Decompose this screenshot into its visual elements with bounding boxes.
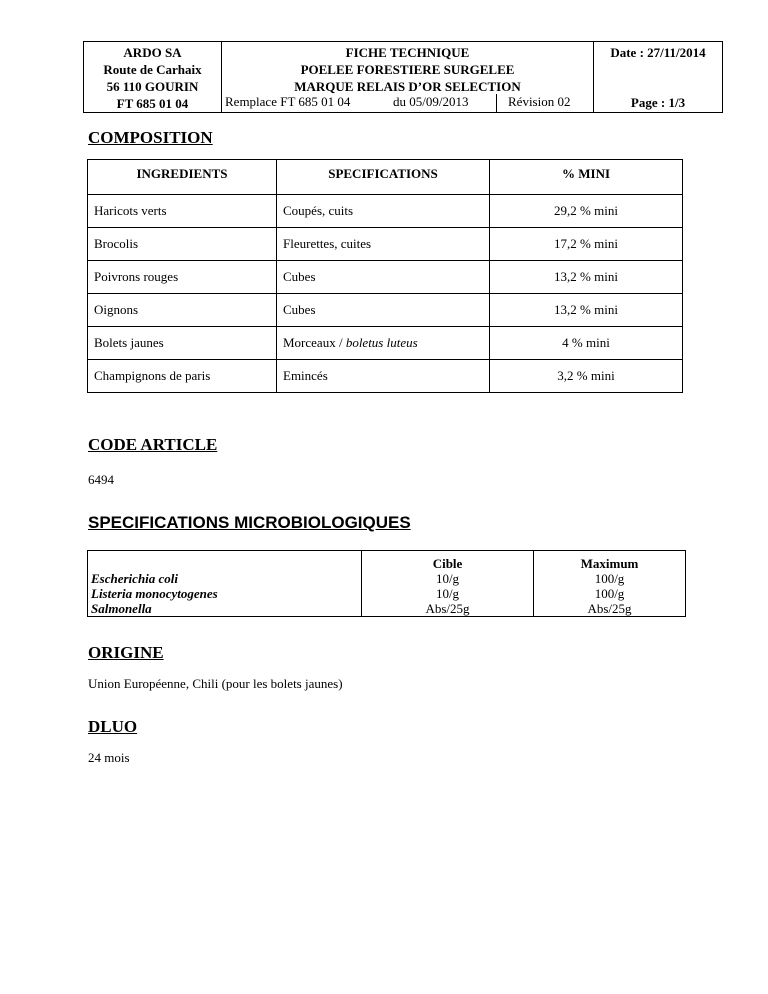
organism-cell [88,551,362,617]
maximum-header: Maximum [580,556,639,571]
target-value: 10/g [435,586,460,601]
organism-name: Escherichia coli [91,571,179,586]
ingredient-cell: Poivrons rouges [88,261,277,294]
brand-name: MARQUE RELAIS D’OR SELECTION [294,79,521,94]
maximum-cell [534,551,686,617]
revision-divider [496,94,497,113]
document-reference: FT 685 01 04 [116,96,189,111]
product-name: POELEE FORESTIERE SURGELEE [300,62,515,77]
column-header-min-percent: % MINI [490,160,683,195]
ingredient-cell: Oignons [88,294,277,327]
specification-cell: Emincés [277,360,490,393]
target-cell [362,551,534,617]
composition-title: COMPOSITION [88,128,213,147]
page-number: Page : 1/3 [630,95,686,110]
specification-cell: Fleurettes, cuites [277,228,490,261]
ingredient-cell: Bolets jaunes [88,327,277,360]
target-value: 10/g [435,571,460,586]
micro-specs-title: SPECIFICATIONS MICROBIOLOGIQUES [88,513,411,532]
table-row [88,261,683,294]
table-row [88,294,683,327]
target-value: Abs/25g [425,601,470,616]
min-percent-cell: 4 % mini [490,327,683,360]
ingredient-cell: Haricots verts [88,195,277,228]
composition-table [87,159,683,393]
dluo-value: 24 mois [88,750,130,765]
ingredient-cell: Champignons de paris [88,360,277,393]
specification-cell: Morceaux / boletus luteus [277,327,490,360]
table-row [88,195,683,228]
document-type: FICHE TECHNIQUE [345,45,470,60]
company-name: ARDO SA [123,45,182,60]
revision-number: Révision 02 [508,94,571,109]
organism-name: Salmonella [91,601,152,616]
specification-cell: Cubes [277,261,490,294]
micro-specs-table [87,550,686,617]
maximum-value: 100/g [594,586,625,601]
company-address: Route de Carhaix [103,62,202,77]
table-row [88,228,683,261]
origin-value: Union Européenne, Chili (pour les bolets jaunes) [88,676,343,691]
min-percent-cell: 3,2 % mini [490,360,683,393]
replaces-reference: Remplace FT 685 01 04 [225,94,351,109]
min-percent-cell: 29,2 % mini [490,195,683,228]
maximum-value: Abs/25g [587,601,632,616]
header-date-block [593,41,723,113]
table-row [88,551,686,617]
code-article-value: 6494 [88,472,114,487]
dluo-title: DLUO [88,717,138,736]
table-row [88,327,683,360]
target-header: Cible [432,556,463,571]
min-percent-cell: 17,2 % mini [490,228,683,261]
company-city: 56 110 GOURIN [106,79,199,94]
header-company-block [83,41,222,113]
code-article-title: CODE ARTICLE [88,435,218,454]
origin-title: ORIGINE [88,643,164,662]
specification-cell: Coupés, cuits [277,195,490,228]
specification-cell: Cubes [277,294,490,327]
ingredient-cell: Brocolis [88,228,277,261]
column-header-specifications: SPECIFICATIONS [277,160,490,195]
column-header-ingredients: INGREDIENTS [88,160,277,195]
organism-name: Listeria monocytogenes [91,586,218,601]
composition-header-row [88,160,683,195]
min-percent-cell: 13,2 % mini [490,261,683,294]
document-date: Date : 27/11/2014 [610,45,706,60]
maximum-value: 100/g [594,571,625,586]
replaces-date: du 05/09/2013 [393,94,469,109]
table-row [88,360,683,393]
min-percent-cell: 13,2 % mini [490,294,683,327]
